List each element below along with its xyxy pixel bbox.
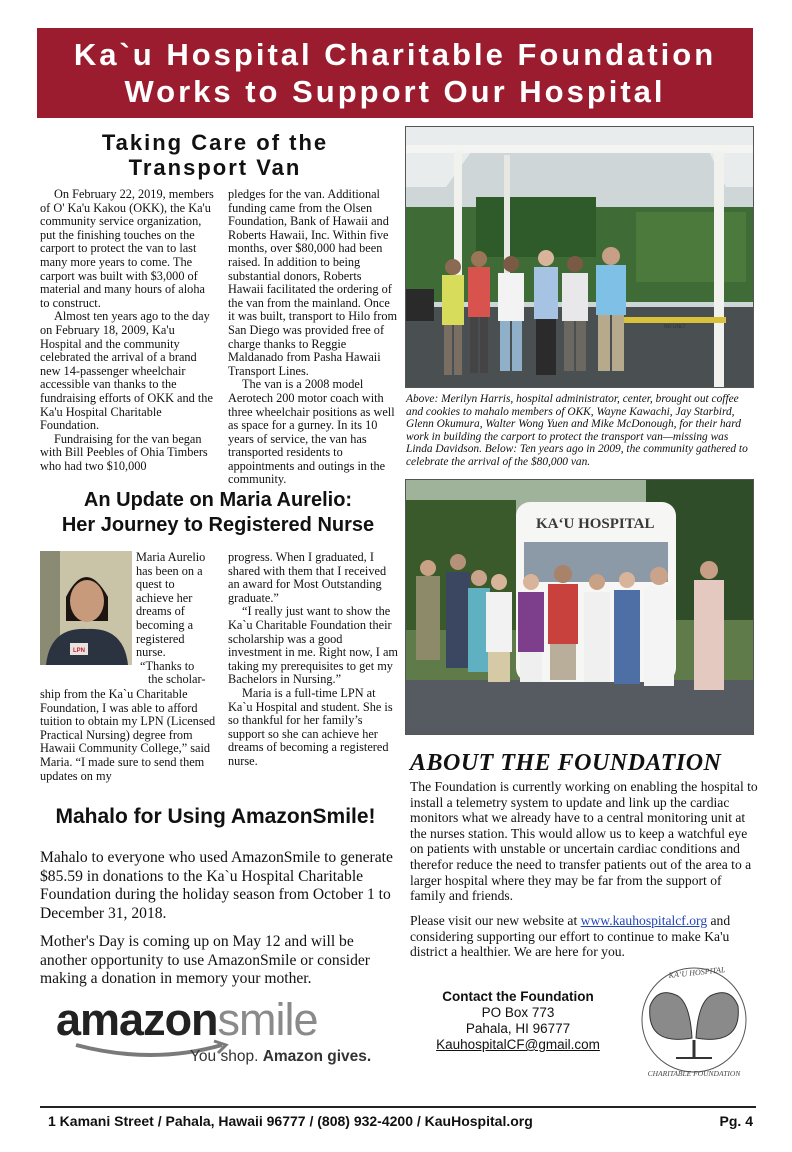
page-number: Pg. 4 — [719, 1113, 753, 1129]
maria-paragraph: ship from the Ka`u Charitable Foundation, I was able to afford tuition to obtain my LPN (Licensed Practical Nursing) degree from Hawaii Community College,” said Maria. “I made sure to send them updates on my — [40, 687, 216, 783]
transport-paragraph: Almost ten years ago to the day on February 18, 2009, Ka'u Hospital and the community celebrated the arrival of a brand new 14-passenger wheelchair accessible van thanks to the fundraising efforts of OKK and the Ka'u Hospital Charitable Foundation. — [40, 309, 213, 433]
contact-po-box: PO Box 773 — [481, 1005, 555, 1020]
amazonsmile-tagline — [190, 1048, 371, 1066]
transport-column-2 — [228, 188, 398, 487]
transport-paragraph: The van is a 2008 model Aerotech 200 motor coach with three wheelchair positions as well as space for a gurney. In its 10 years of service, the van has transported residents to appointments and outings in the community. — [228, 377, 395, 487]
transport-paragraph: On February 22, 2019, members of O' Ka'u Kakou (OKK), the Ka'u community service organization, put the finishing touches on the carport to protect the van to last many more years to come. The carport was built with $3,000 of material and many hours of aloha to construct. — [40, 187, 214, 310]
logo-bottom-text: CHARITABLE FOUNDATION — [647, 1069, 741, 1078]
transport-heading — [40, 130, 390, 180]
footer-divider — [40, 1106, 756, 1108]
amazonsmile-logo — [56, 995, 376, 1075]
mahalo-paragraph: Mahalo to everyone who used AmazonSmile to generate $85.59 in donations to the Ka`u Hospital Charitable Foundation during the holiday season from October 1 to December 31, 2018. — [40, 849, 393, 922]
carport-photo-image — [406, 127, 754, 388]
name-badge-text: LPN — [73, 648, 85, 654]
maria-heading-line2: Her Journey to Registered Nurse — [61, 514, 375, 536]
maria-paragraph: Maria is a full-time LPN at Ka`u Hospital and student. She is so thankful for her family’s support so she can achieve her dreams of becoming a registered nurse. — [228, 685, 393, 768]
smile-word: smile — [217, 994, 318, 1045]
about-heading: ABOUT THE FOUNDATION — [410, 750, 722, 776]
maria-heading-line1: An Update on Maria Aurelio: — [83, 489, 353, 511]
carport-photo — [405, 126, 754, 388]
maria-wrap-line: registered — [136, 631, 185, 646]
maria-wrap-line: quest to — [136, 577, 175, 592]
maria-portrait-image — [40, 551, 132, 665]
kau-hospital-leaf-logo-icon — [636, 966, 752, 1082]
maria-wrap-line: the scholar- — [148, 672, 206, 687]
contact-city: Pahala, HI 96777 — [465, 1021, 571, 1036]
maria-wrap-line: nurse. — [136, 645, 166, 660]
maria-wrap-line: achieve her — [136, 590, 193, 605]
maria-wrap-line: dreams of — [136, 604, 185, 619]
foundation-logo — [636, 966, 752, 1082]
title-banner — [37, 28, 753, 118]
about-website-text-after: and considering supporting our effort to continue to make Ka'u district a healthier. We are here for you. — [410, 913, 731, 960]
maria-paragraph: “I really just want to show the Ka`u Charitable Foundation their scholarship was a good investment in me. Right now, I am taking my prerequisites to get my Bachelors in Nursing.” — [228, 604, 398, 687]
contact-block — [418, 989, 618, 1053]
maria-wrap-line: “Thanks to — [140, 658, 195, 673]
transport-column-1 — [40, 188, 216, 473]
contact-title: Contact the Foundation — [442, 989, 594, 1004]
about-paragraph: The Foundation is currently working on enabling the hospital to install a telemetry system to update and link up the cardiac monitors what we already have to a central monitoring unit at the nurses station. This would allow us to keep a watchful eye on patients with unstable or uncertain cardiac conditions and therefor reduce the need to transfer patients out of the area to a larger hospital where they may be far from the support of family and friends. — [410, 779, 758, 904]
maria-wrap-text — [136, 551, 216, 687]
banner-title-line2: Works to Support Our Hospital — [124, 74, 666, 109]
transport-heading-line2: Transport Van — [128, 155, 302, 180]
transport-paragraph: Fundraising for the van began with Bill Peebles of Ohia Timbers who had two $10,000 — [40, 431, 208, 473]
van-group-photo-image — [406, 480, 754, 735]
page-footer — [48, 1113, 753, 1129]
contact-email-link[interactable]: KauhospitalCF@gmail.com — [436, 1037, 600, 1052]
amazon-word: amazon — [56, 994, 218, 1045]
parking-sign-text: NO UNLT — [664, 324, 686, 330]
website-link[interactable]: www.kauhospitalcf.org — [580, 913, 708, 928]
amazonsmile-wordmark — [56, 995, 318, 1045]
van-group-photo — [405, 479, 754, 735]
about-website-paragraph — [410, 913, 758, 960]
maria-column-1-rest — [40, 688, 216, 783]
transport-heading-line1: Taking Care of the — [101, 130, 329, 155]
footer-address: 1 Kamani Street / Pahala, Hawaii 96777 / (808) 932-4200 / KauHospital.org — [48, 1113, 533, 1129]
maria-paragraph: progress. When I graduated, I shared with them that I received an award for Most Outstanding graduate.” — [228, 550, 387, 605]
logo-top-text: KA‘U HOSPITAL — [668, 965, 726, 980]
tagline-bold: Amazon gives. — [262, 1048, 372, 1065]
tagline-plain: You shop. — [190, 1048, 263, 1065]
maria-wrap-line: Maria Aurelio — [136, 550, 206, 564]
mahalo-heading: Mahalo for Using AmazonSmile! — [55, 805, 376, 828]
transport-paragraph: pledges for the van. Additional funding came from the Olsen Foundation, Bank of Hawaii and Roberts Hawaii, Inc. Within five months, over $80,000 had been raised. In addition to being substantial donors, Roberts Hawaii facilitated the ordering of the van from the mainland. Once it was built, transport to Hilo from San Diego was provided free of charge thanks to Reggie Maldanado from Pasha Hawaii Transport Lines. — [228, 187, 398, 378]
maria-heading — [38, 488, 398, 538]
maria-column-2 — [228, 551, 398, 769]
maria-portrait — [40, 551, 132, 665]
maria-wrap-line: has been on a — [136, 563, 203, 578]
mothers-day-paragraph: Mother's Day is coming up on May 12 and will be another opportunity to use AmazonSmile or consider making a donation in memory your mother. — [40, 933, 371, 988]
maria-wrap-line: becoming a — [136, 617, 194, 632]
about-website-text: Please visit our new website at — [410, 913, 581, 928]
banner-title-line1: Ka`u Hospital Charitable Foundation — [73, 37, 717, 72]
van-text: KA‘U HOSPITAL — [536, 516, 655, 532]
photo-caption: Above: Merilyn Harris, hospital administrator, center, brought out coffee and cookies to mahalo members of OKK, Wayne Kawachi, Jay Starbird, Glenn Okumura, Walter Wong Yuen and Mike McDonough, for their hard work in building the carport to protect the transport van—missing was Linda Davidson. Below: Ten years ago in 2009, the community gathered to celebrate the arrival of the $80,000 van. — [406, 393, 748, 468]
